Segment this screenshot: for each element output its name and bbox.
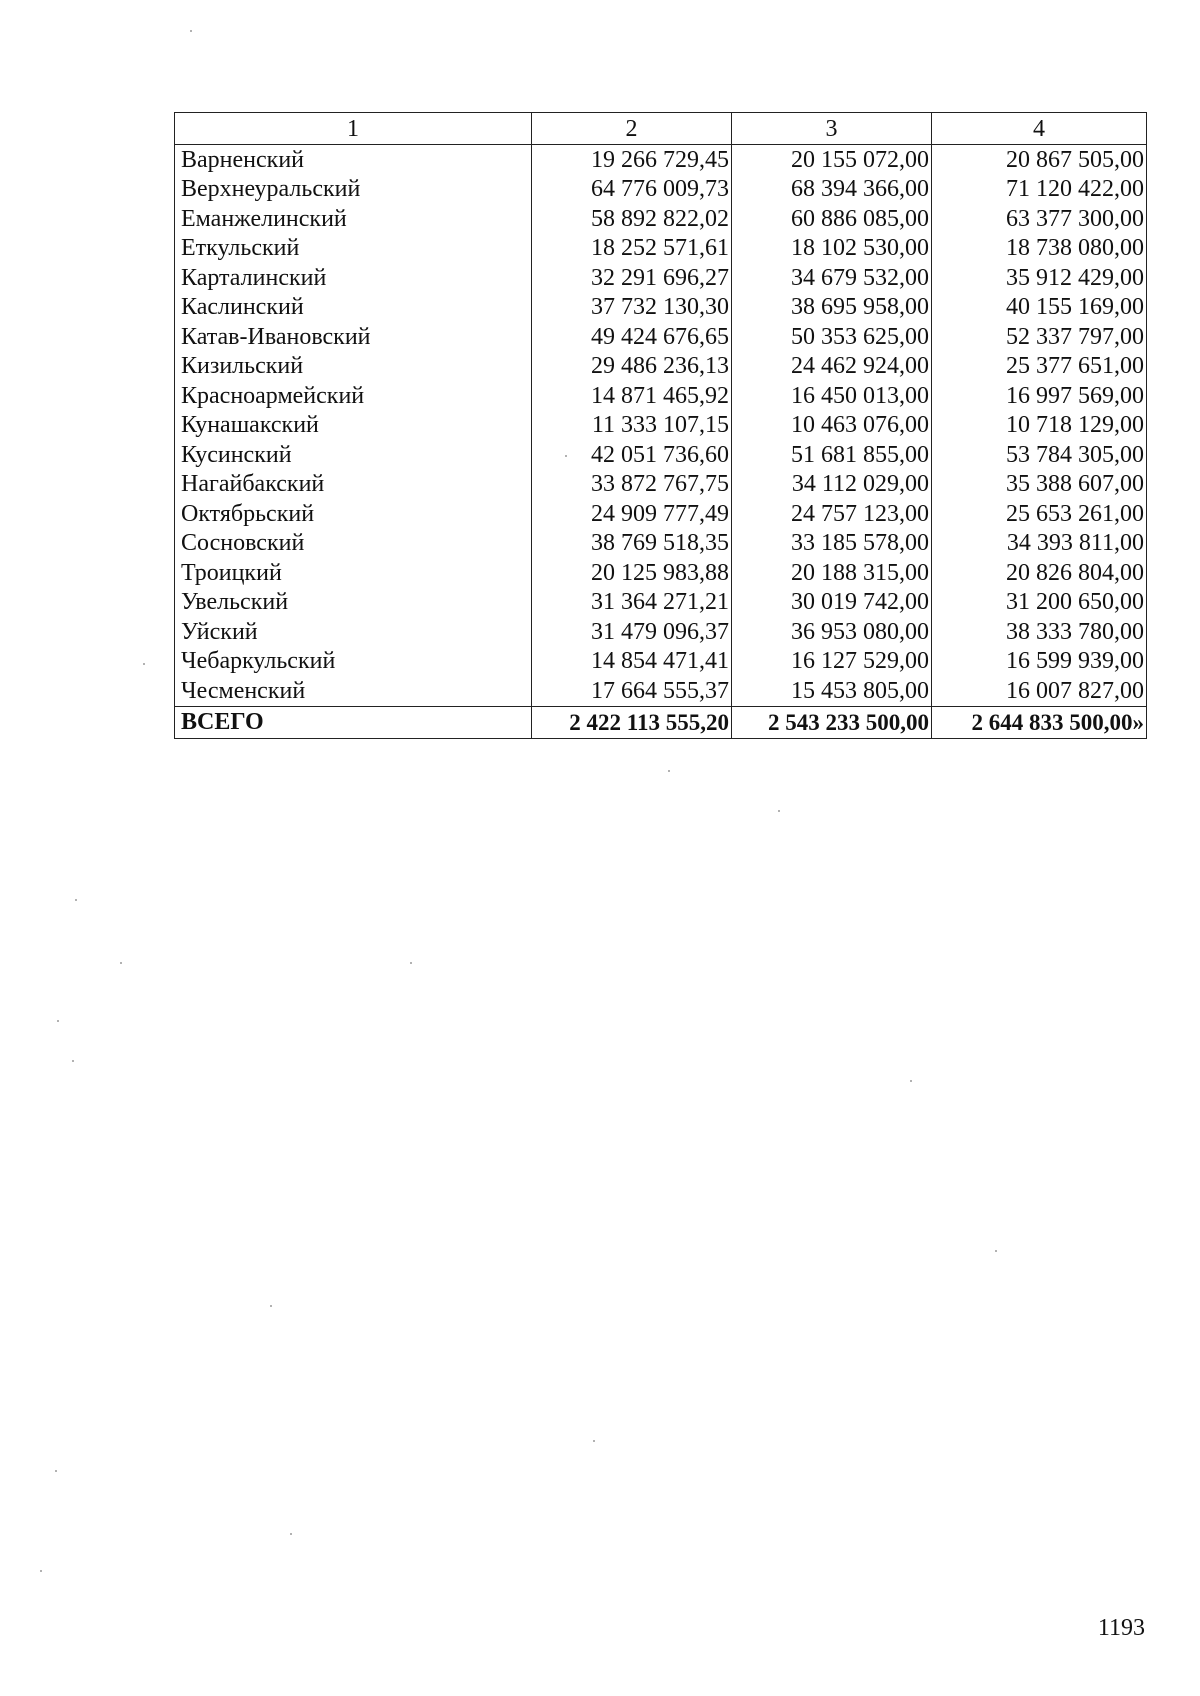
total-row	[175, 706, 1147, 738]
district-name: Чесменский	[175, 676, 532, 706]
budget-table	[174, 112, 1147, 739]
scan-speck	[190, 30, 192, 32]
district-name: Нагайбакский	[175, 470, 532, 500]
scan-speck	[910, 1080, 912, 1082]
table-row	[175, 676, 1147, 706]
value-col2: 24 909 777,49	[532, 499, 732, 529]
district-name: Кизильский	[175, 352, 532, 382]
value-col2: 31 364 271,21	[532, 588, 732, 618]
scan-speck	[143, 663, 145, 665]
value-col4: 34 393 811,00	[932, 529, 1147, 559]
table-footer	[175, 706, 1147, 738]
value-col4: 16 007 827,00	[932, 676, 1147, 706]
district-name: Карталинский	[175, 263, 532, 293]
value-col2: 29 486 236,13	[532, 352, 732, 382]
value-col4: 31 200 650,00	[932, 588, 1147, 618]
page-number: 1193	[1097, 1615, 1145, 1641]
table-body	[175, 145, 1147, 707]
total-value-col3: 2 543 233 500,00	[732, 706, 932, 738]
value-col3: 50 353 625,00	[732, 322, 932, 352]
value-col3: 20 155 072,00	[732, 145, 932, 175]
value-col2: 19 266 729,45	[532, 145, 732, 175]
value-col3: 60 886 085,00	[732, 204, 932, 234]
value-col3: 24 462 924,00	[732, 352, 932, 382]
district-name: Верхнеуральский	[175, 175, 532, 205]
table-row	[175, 588, 1147, 618]
scan-speck	[668, 770, 670, 772]
table-row	[175, 411, 1147, 441]
column-header-1: 1	[175, 113, 532, 145]
table-row	[175, 499, 1147, 529]
value-col3: 34 112 029,00	[732, 470, 932, 500]
value-col4: 20 826 804,00	[932, 558, 1147, 588]
value-col3: 51 681 855,00	[732, 440, 932, 470]
value-col3: 20 188 315,00	[732, 558, 932, 588]
value-col4: 16 997 569,00	[932, 381, 1147, 411]
value-col4: 63 377 300,00	[932, 204, 1147, 234]
value-col4: 18 738 080,00	[932, 234, 1147, 264]
district-name: Еманжелинский	[175, 204, 532, 234]
value-col3: 24 757 123,00	[732, 499, 932, 529]
value-col4: 16 599 939,00	[932, 647, 1147, 677]
value-col3: 68 394 366,00	[732, 175, 932, 205]
value-col2: 58 892 822,02	[532, 204, 732, 234]
district-name: Каслинский	[175, 293, 532, 323]
value-col3: 33 185 578,00	[732, 529, 932, 559]
total-value-col2: 2 422 113 555,20	[532, 706, 732, 738]
value-col3: 16 450 013,00	[732, 381, 932, 411]
value-col2: 11 333 107,15	[532, 411, 732, 441]
value-col3: 15 453 805,00	[732, 676, 932, 706]
district-name: Увельский	[175, 588, 532, 618]
table-row	[175, 293, 1147, 323]
table-row	[175, 204, 1147, 234]
table-row	[175, 617, 1147, 647]
value-col2: 64 776 009,73	[532, 175, 732, 205]
district-name: Кунашакский	[175, 411, 532, 441]
table-row	[175, 558, 1147, 588]
value-col3: 18 102 530,00	[732, 234, 932, 264]
scan-speck	[57, 1020, 59, 1022]
value-col3: 30 019 742,00	[732, 588, 932, 618]
value-col4: 38 333 780,00	[932, 617, 1147, 647]
value-col2: 37 732 130,30	[532, 293, 732, 323]
table-row	[175, 263, 1147, 293]
table-row	[175, 381, 1147, 411]
district-name: Чебаркульский	[175, 647, 532, 677]
value-col2: 14 854 471,41	[532, 647, 732, 677]
table-row	[175, 352, 1147, 382]
value-col4: 25 377 651,00	[932, 352, 1147, 382]
value-col2: 33 872 767,75	[532, 470, 732, 500]
table-row	[175, 440, 1147, 470]
value-col3: 36 953 080,00	[732, 617, 932, 647]
scan-speck	[995, 1250, 997, 1252]
district-name: Уйский	[175, 617, 532, 647]
scan-speck	[270, 1305, 272, 1307]
value-col2: 18 252 571,61	[532, 234, 732, 264]
table-row	[175, 470, 1147, 500]
total-label: ВСЕГО	[175, 706, 532, 738]
scan-speck	[593, 1440, 595, 1442]
value-col2: 20 125 983,88	[532, 558, 732, 588]
scan-speck	[120, 962, 122, 964]
table-header	[175, 113, 1147, 145]
scan-speck	[75, 899, 77, 901]
value-col3: 38 695 958,00	[732, 293, 932, 323]
table-row	[175, 529, 1147, 559]
value-col4: 71 120 422,00	[932, 175, 1147, 205]
table-row	[175, 175, 1147, 205]
total-value-col4: 2 644 833 500,00»	[932, 706, 1147, 738]
value-col2: 32 291 696,27	[532, 263, 732, 293]
value-col4: 53 784 305,00	[932, 440, 1147, 470]
value-col4: 35 388 607,00	[932, 470, 1147, 500]
value-col3: 34 679 532,00	[732, 263, 932, 293]
column-header-3: 3	[732, 113, 932, 145]
value-col2: 17 664 555,37	[532, 676, 732, 706]
scan-speck	[778, 810, 780, 812]
column-header-4: 4	[932, 113, 1147, 145]
value-col4: 40 155 169,00	[932, 293, 1147, 323]
value-col4: 52 337 797,00	[932, 322, 1147, 352]
value-col4: 10 718 129,00	[932, 411, 1147, 441]
value-col2: 49 424 676,65	[532, 322, 732, 352]
scan-speck	[72, 1060, 74, 1062]
table-row	[175, 145, 1147, 175]
district-name: Красноармейский	[175, 381, 532, 411]
value-col2: 14 871 465,92	[532, 381, 732, 411]
value-col2: 42 051 736,60	[532, 440, 732, 470]
table-row	[175, 322, 1147, 352]
scan-speck	[565, 455, 567, 457]
scan-speck	[55, 1470, 57, 1472]
value-col4: 35 912 429,00	[932, 263, 1147, 293]
district-name: Троицкий	[175, 558, 532, 588]
value-col2: 38 769 518,35	[532, 529, 732, 559]
district-name: Октябрьский	[175, 499, 532, 529]
column-header-2: 2	[532, 113, 732, 145]
value-col3: 16 127 529,00	[732, 647, 932, 677]
value-col2: 31 479 096,37	[532, 617, 732, 647]
district-name: Еткульский	[175, 234, 532, 264]
scan-speck	[290, 1533, 292, 1535]
table-row	[175, 647, 1147, 677]
scan-speck	[40, 1570, 42, 1572]
district-name: Варненский	[175, 145, 532, 175]
district-name: Сосновский	[175, 529, 532, 559]
table-row	[175, 234, 1147, 264]
scan-speck	[410, 962, 412, 964]
header-row	[175, 113, 1147, 145]
value-col4: 20 867 505,00	[932, 145, 1147, 175]
district-name: Катав-Ивановский	[175, 322, 532, 352]
value-col4: 25 653 261,00	[932, 499, 1147, 529]
district-name: Кусинский	[175, 440, 532, 470]
value-col3: 10 463 076,00	[732, 411, 932, 441]
